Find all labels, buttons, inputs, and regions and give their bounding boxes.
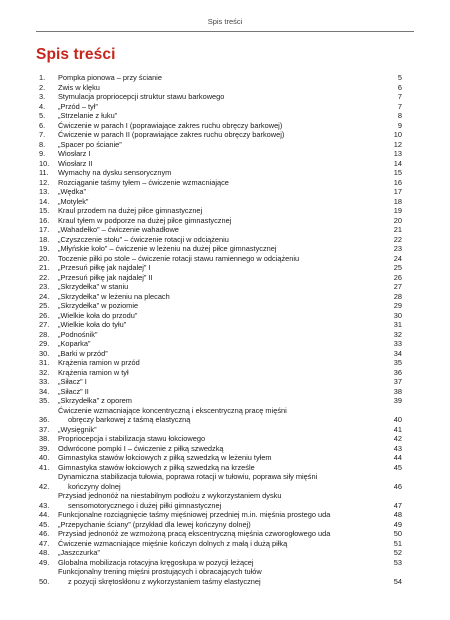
toc-entry[interactable]: [39, 406, 402, 425]
toc-entry-page: 9: [397, 120, 402, 130]
toc-entry-number: 9.: [39, 149, 46, 158]
toc-entry-page: 25: [393, 263, 402, 272]
toc-entry-number: 36.: [39, 415, 50, 424]
toc-entry[interactable]: [39, 244, 402, 254]
toc-entry[interactable]: [39, 102, 402, 112]
toc-entry-number: 37.: [39, 424, 50, 434]
toc-entry-number: 1.: [39, 73, 46, 82]
page-title: Spis treści: [36, 46, 116, 63]
toc-entry-title: Funkcjonalny trening mięśni prostujących i obracających tułów: [58, 567, 262, 576]
toc-entry-title: Funkcjonalne rozciągnięcie taśmy mięśniowej przedniej m.in. mięśnia prostego uda: [58, 510, 331, 519]
toc-entry-number: 5.: [39, 111, 46, 120]
toc-entry-page: 28: [393, 291, 402, 301]
toc-entry[interactable]: [39, 529, 402, 539]
toc-entry-title: „Jaszczurka”: [58, 548, 100, 557]
toc-entry[interactable]: [39, 111, 402, 121]
toc-entry-title: „Młyńskie koło” – ćwiczenie w leżeniu na dużej piłce gimnastycznej: [58, 244, 277, 253]
toc-entry-title: „Przepychanie ściany” (przykład dla lewej kończyny dolnej): [58, 519, 251, 529]
toc-entry[interactable]: [39, 349, 402, 359]
toc-entry-title: Gimnastyka stawów łokciowych z piłką szwedzką na krześle: [58, 462, 255, 472]
toc-entry-page: 41: [393, 424, 402, 434]
toc-entry-page: 31: [393, 320, 402, 329]
toc-entry-page: 43: [393, 443, 402, 453]
toc-entry-page: 34: [393, 348, 402, 358]
toc-entry-title-continuation: obręczy barkowej z taśmą elastyczną: [68, 415, 191, 424]
toc-entry-number: 16.: [39, 215, 50, 225]
toc-entry-page: 15: [393, 168, 402, 177]
toc-entry-title: „Siłacz” II: [58, 386, 89, 396]
toc-entry-number: 26.: [39, 310, 50, 320]
toc-entry-page: 7: [397, 92, 402, 101]
toc-entry-title: „Strzelanie z łuku”: [58, 111, 118, 120]
toc-entry-title: Ćwiczenie wzmacniające koncentryczną i ekscentryczną pracę mięśni: [58, 405, 287, 415]
toc-entry-title: „Wielkie koła do przodu”: [58, 310, 138, 320]
toc-entry-number: 12.: [39, 177, 50, 187]
toc-entry-page: 29: [393, 301, 402, 310]
toc-entry-page: 17: [393, 187, 402, 196]
toc-entry[interactable]: [39, 558, 402, 568]
toc-entry[interactable]: [39, 216, 402, 226]
toc-entry-number: 17.: [39, 225, 50, 234]
toc-entry-number: 43.: [39, 500, 50, 510]
toc-entry-page: 6: [397, 82, 402, 92]
running-header: Spis treści: [207, 17, 243, 26]
toc-entry-title-continuation: sensomotorycznego i dużej piłki gimnastycznej: [68, 500, 222, 510]
toc-entry-page: 38: [393, 386, 402, 396]
toc-entry-number: 44.: [39, 510, 50, 519]
toc-entry-number: 15.: [39, 206, 50, 215]
toc-entry-title: Krążenia ramion w przód: [58, 358, 140, 367]
toc-entry-page: 49: [393, 519, 402, 529]
toc-entry-page: 46: [393, 481, 402, 491]
toc-entry[interactable]: [39, 92, 402, 102]
toc-entry-number: 8.: [39, 139, 46, 149]
toc-entry[interactable]: [39, 159, 402, 169]
toc-entry-number: 39.: [39, 443, 50, 453]
toc-entry-page: 52: [393, 548, 402, 557]
toc-entry[interactable]: [39, 301, 402, 311]
toc-entry-number: 45.: [39, 519, 50, 529]
toc-entry[interactable]: [39, 178, 402, 188]
toc-entry[interactable]: [39, 149, 402, 159]
toc-entry[interactable]: [39, 539, 402, 549]
toc-entry-number: 47.: [39, 538, 50, 548]
toc-entry[interactable]: [39, 463, 402, 473]
toc-entry-number: 22.: [39, 272, 50, 282]
toc-entry-title: „Skrzydełka” z oporem: [58, 396, 132, 405]
toc-entry-page: 8: [397, 111, 402, 120]
toc-entry-number: 46.: [39, 529, 50, 538]
toc-entry-page: 33: [393, 339, 402, 348]
toc-entry-page: 22: [393, 234, 402, 244]
toc-entry-number: 32.: [39, 367, 50, 377]
toc-entry-number: 13.: [39, 187, 50, 196]
toc-entry-number: 29.: [39, 339, 50, 348]
toc-entry[interactable]: [39, 282, 402, 292]
toc-entry-page: 19: [393, 206, 402, 215]
toc-entry[interactable]: [39, 453, 402, 463]
toc-entry[interactable]: [39, 387, 402, 397]
toc-entry-title: Gimnastyka stawów łokciowych z piłką szwedzką w leżeniu tyłem: [58, 453, 272, 462]
toc-entry-title: Wymachy na dysku sensorycznym: [58, 168, 172, 177]
toc-entry-page: 18: [393, 196, 402, 206]
toc-entry[interactable]: [39, 368, 402, 378]
toc-entry-page: 53: [393, 557, 402, 567]
toc-entry-page: 32: [393, 329, 402, 339]
toc-entry-number: 25.: [39, 301, 50, 310]
toc-entry[interactable]: [39, 254, 402, 264]
toc-entry-number: 10.: [39, 158, 50, 168]
toc-entry-title: Odwrócone pompki I – ćwiczenie z piłką szwedzką: [58, 443, 224, 453]
toc-entry-number: 14.: [39, 196, 50, 206]
toc-entry[interactable]: [39, 197, 402, 207]
toc-entry-page: 14: [393, 158, 402, 168]
toc-entry-title: Ćwiczenie wzmacniające mięśnie kończyn dolnych z małą i dużą piłką: [58, 538, 288, 548]
toc-entry-page: 35: [393, 358, 402, 367]
toc-entry-title: Pompka pionowa – przy ścianie: [58, 73, 162, 82]
toc-entry-number: 49.: [39, 557, 50, 567]
toc-entry[interactable]: [39, 273, 402, 283]
toc-entry[interactable]: [39, 187, 402, 197]
toc-entry-title: Przysiad jednonóż ze wzmożoną pracą ekscentryczną mięśnia czworogłowego uda: [58, 529, 331, 538]
toc-entry-title-continuation: z pozycji skrętoskłonu z wykorzystaniem taśmy elastycznej: [68, 576, 261, 586]
toc-entry[interactable]: [39, 377, 402, 387]
toc-entry-page: 13: [393, 149, 402, 158]
toc-entry[interactable]: [39, 510, 402, 520]
toc-entry-title: „Skrzydełka” w leżeniu na plecach: [58, 291, 170, 301]
toc-entry[interactable]: [39, 434, 402, 444]
toc-entry-page: 47: [393, 500, 402, 510]
toc-entry-number: 40.: [39, 453, 50, 462]
toc-entry-title: „Przesuń piłkę jak najdalej” I: [58, 263, 151, 272]
toc-entry-number: 6.: [39, 120, 46, 130]
toc-entry-title: „Skrzydełka” w poziomie: [58, 301, 139, 310]
toc-entry-number: 23.: [39, 282, 50, 291]
toc-entry-number: 28.: [39, 329, 50, 339]
toc-entry-title: Rozciąganie taśmy tyłem – ćwiczenie wzmacniające: [58, 177, 229, 187]
toc-entry-page: 10: [393, 130, 402, 139]
toc-entry-page: 24: [393, 253, 402, 263]
toc-entry-title: „Podnośnik”: [58, 329, 98, 339]
toc-entry[interactable]: [39, 121, 402, 131]
toc-entry-title: „Czyszczenie stołu” – ćwiczenie rotacji w odciążeniu: [58, 234, 229, 244]
toc-entry-number: 38.: [39, 434, 50, 443]
toc-entry-title: Ćwiczenie w parach I (poprawiające zakres ruchu obręczy barkowej): [58, 120, 283, 130]
toc-entry[interactable]: [39, 311, 402, 321]
toc-entry-page: 21: [393, 225, 402, 234]
toc-entry[interactable]: [39, 168, 402, 178]
toc-entry[interactable]: [39, 292, 402, 302]
toc-entry-number: 24.: [39, 291, 50, 301]
toc-entry-page: 36: [393, 367, 402, 377]
toc-entry-title: Kraul przodem na dużej piłce gimnastycznej: [58, 206, 203, 215]
toc-entry-number: 35.: [39, 396, 50, 405]
toc-entry-title: „Przód – tył”: [58, 101, 98, 111]
toc-entry-title: Stymulacja propriocepcji struktur stawu barkowego: [58, 92, 225, 101]
toc-entry[interactable]: [39, 339, 402, 349]
toc-entry-number: 2.: [39, 82, 46, 92]
toc-entry-page: 37: [393, 377, 402, 386]
toc-entry-title: „Spacer po ścianie”: [58, 139, 122, 149]
toc-entry-number: 42.: [39, 481, 50, 491]
toc-entry-title: „Barki w przód”: [58, 348, 108, 358]
toc-entry-title: „Skrzydełka” w staniu: [58, 282, 129, 291]
table-of-contents: [39, 73, 402, 586]
toc-entry-number: 34.: [39, 386, 50, 396]
toc-entry-number: 11.: [39, 168, 49, 177]
toc-entry-title: „Przesuń piłkę jak najdalej” II: [58, 272, 153, 282]
toc-entry-page: 30: [393, 310, 402, 320]
toc-entry-page: 50: [393, 529, 402, 538]
toc-entry-page: 27: [393, 282, 402, 291]
toc-entry-title: Wiosłarz II: [58, 158, 93, 168]
toc-entry-number: 50.: [39, 576, 50, 586]
toc-entry-page: 20: [393, 215, 402, 225]
toc-entry-page: 23: [393, 244, 402, 253]
toc-entry[interactable]: [39, 235, 402, 245]
toc-entry-number: 21.: [39, 263, 50, 272]
toc-entry-number: 19.: [39, 244, 50, 253]
toc-entry-number: 48.: [39, 548, 50, 557]
toc-entry-page: 26: [393, 272, 402, 282]
toc-entry-page: 12: [393, 139, 402, 149]
toc-entry[interactable]: [39, 472, 402, 491]
toc-entry-page: 51: [393, 538, 402, 548]
toc-entry[interactable]: [39, 425, 402, 435]
toc-entry-page: 42: [393, 434, 402, 443]
toc-entry-page: 54: [393, 576, 402, 586]
toc-entry[interactable]: [39, 263, 402, 273]
toc-entry-number: 27.: [39, 320, 50, 329]
toc-entry-title: Dynamiczna stabilizacja tułowia, poprawa rotacji w tułowiu, poprawa siły mięśni: [58, 472, 318, 481]
toc-entry-number: 30.: [39, 348, 50, 358]
toc-entry-number: 7.: [39, 130, 46, 139]
toc-entry-title: Kraul tyłem w podporze na dużej piłce gimnastycznej: [58, 215, 232, 225]
toc-entry-title: Krążenia ramion w tył: [58, 367, 129, 377]
toc-entry[interactable]: [39, 225, 402, 235]
toc-entry-title: Propriocepcja i stabilizacja stawu łokciowego: [58, 434, 206, 443]
toc-entry-page: 5: [397, 73, 402, 82]
toc-entry-title: „Motylek”: [58, 196, 89, 206]
toc-entry-title: Przysiad jednonóż na niestabilnym podłożu z wykorzystaniem dysku: [58, 491, 282, 500]
toc-entry-page: 44: [393, 453, 402, 462]
toc-entry-number: 20.: [39, 253, 50, 263]
toc-entry[interactable]: [39, 396, 402, 406]
toc-entry[interactable]: [39, 130, 402, 140]
toc-entry-title: „Wielkie koła do tyłu”: [58, 320, 127, 329]
toc-entry-number: 4.: [39, 101, 46, 111]
toc-entry[interactable]: [39, 520, 402, 530]
toc-entry-title: „Koparka”: [58, 339, 91, 348]
toc-entry[interactable]: [39, 330, 402, 340]
toc-entry[interactable]: [39, 567, 402, 586]
toc-entry-page: 45: [393, 462, 402, 472]
toc-entry-page: 39: [393, 396, 402, 405]
toc-entry-title: Zwis w klęku: [58, 82, 100, 92]
toc-entry-page: 40: [393, 415, 402, 424]
toc-entry-number: 3.: [39, 92, 46, 101]
toc-entry-number: 41.: [39, 462, 50, 472]
toc-entry-title: „Wahadełko” – ćwiczenie wahadłowe: [58, 225, 179, 234]
toc-entry[interactable]: [39, 73, 402, 83]
toc-entry[interactable]: [39, 140, 402, 150]
toc-entry-page: 48: [393, 510, 402, 519]
toc-entry-page: 16: [393, 177, 402, 187]
toc-entry-number: 31.: [39, 358, 50, 367]
toc-entry-number: 33.: [39, 377, 50, 386]
toc-entry[interactable]: [39, 320, 402, 330]
toc-entry-page: 7: [397, 101, 402, 111]
toc-entry-title: Wiosłarz I: [58, 149, 91, 158]
toc-entry-title: „Siłacz” I: [58, 377, 87, 386]
toc-entry-number: 18.: [39, 234, 50, 244]
toc-entry[interactable]: [39, 358, 402, 368]
toc-entry-title: „Wysięgnik”: [58, 424, 97, 434]
toc-entry-title: Ćwiczenie w parach II (poprawiające zakres ruchu obręczy barkowej): [58, 130, 285, 139]
toc-entry-title: „Wędka”: [58, 187, 86, 196]
toc-entry-title: Globalna mobilizacja rotacyjna kręgosłupa w pozycji leżącej: [58, 557, 254, 567]
toc-entry[interactable]: [39, 491, 402, 510]
toc-entry-title-continuation: kończyny dolnej: [68, 481, 121, 491]
toc-entry[interactable]: [39, 206, 402, 216]
toc-entry[interactable]: [39, 444, 402, 454]
header-rule: [36, 31, 414, 32]
toc-entry[interactable]: [39, 83, 402, 93]
toc-entry[interactable]: [39, 548, 402, 558]
toc-entry-title: Toczenie piłki po stole – ćwiczenie rotacji stawu ramiennego w odciążeniu: [58, 253, 300, 263]
